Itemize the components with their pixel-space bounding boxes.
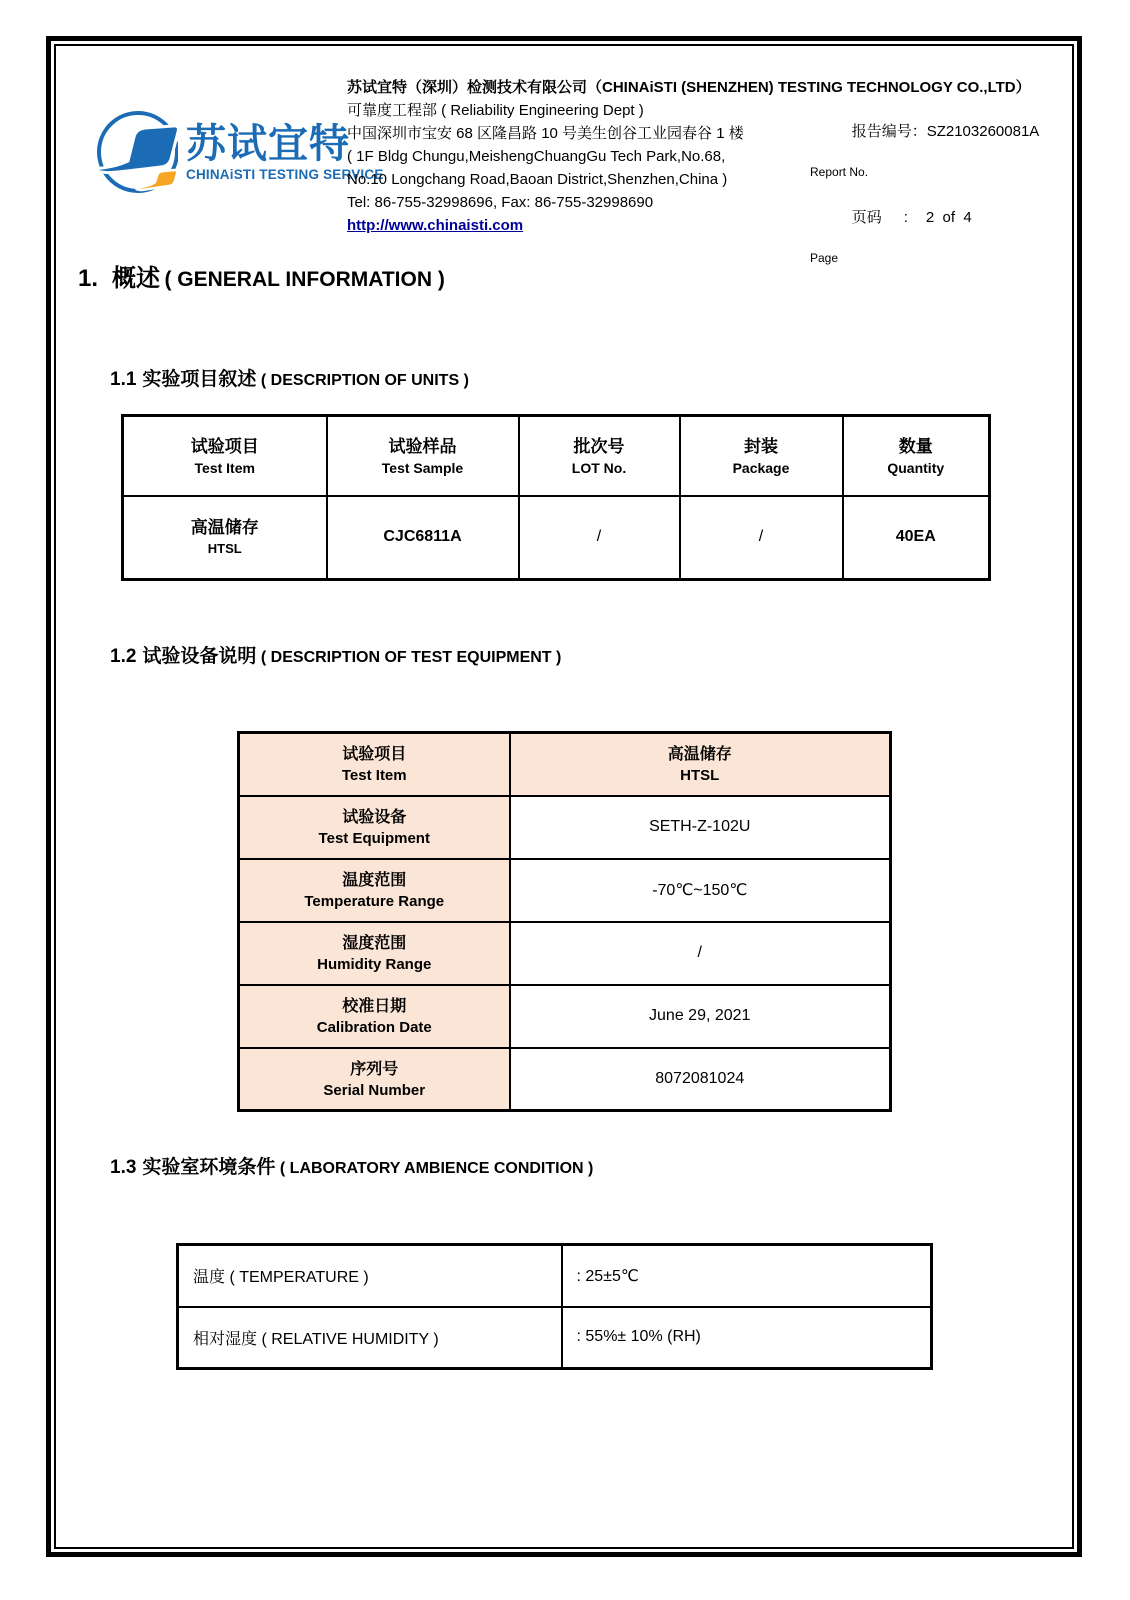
address-en-line2: No.10 Longchang Road,Baoan District,Shenzhen,China ) [347,171,728,188]
equipment-header-row [239,733,891,796]
section-1-1-title: 1.1 实验项目叙述 ( DESCRIPTION OF UNITS ) [110,369,469,390]
address-en-line1: ( 1F Bldg Chungu,MeishengChuangGu Tech Park,No.68, [347,148,726,165]
tel-fax: Tel: 86-755-32998696, Fax: 86-755-32998690 [347,194,654,211]
units-header-test-sample: 试验样品 Test Sample [327,416,519,496]
section-1-title: 1. 概述 ( GENERAL INFORMATION ) [78,265,445,292]
equipment-value-temperature-range: -70℃~150℃ [510,859,891,922]
logo-text-cn: 苏试宜特 [186,121,350,166]
company-logo [92,106,384,198]
ambience-value-temperature: : 25±5℃ [562,1245,932,1307]
department-line: 可靠度工程部 ( Reliability Engineering Dept ) [347,102,644,119]
ambience-label-temperature: 温度 ( TEMPERATURE ) [178,1245,562,1307]
section-1-2-title: 1.2 试验设备说明 ( DESCRIPTION OF TEST EQUIPMENT ) [110,646,562,667]
equipment-table [237,731,892,1112]
units-header-test-item: 试验项目 Test Item [123,416,327,496]
report-number: 报告编号：SZ2103260081A [851,123,1040,140]
section-1-3-title: 1.3 实验室环境条件 ( LABORATORY AMBIENCE CONDITION ) [110,1157,594,1178]
units-table-data-row [123,496,990,580]
equipment-label-serial-number: 序列号 Serial Number [239,1048,510,1111]
units-header-package: 封装 Package [680,416,843,496]
report-header [347,76,1040,265]
equipment-row-serial [239,1048,891,1111]
equipment-label-humidity-range: 湿度范围 Humidity Range [239,922,510,985]
units-cell-package: / [680,496,843,580]
units-cell-test-item: 高温储存 HTSL [123,496,327,580]
equipment-value-calibration-date: June 29, 2021 [510,985,891,1048]
equipment-row-humidity [239,922,891,985]
logo-mark-icon [92,106,178,198]
equipment-row-temperature [239,859,891,922]
equipment-label-test-equipment: 试验设备 Test Equipment [239,796,510,859]
equipment-label-temperature-range: 温度范围 Temperature Range [239,859,510,922]
equipment-value-test-equipment: SETH-Z-102U [510,796,891,859]
equipment-label-calibration-date: 校准日期 Calibration Date [239,985,510,1048]
equipment-header-test-item: 试验项目 Test Item [239,733,510,796]
equipment-value-humidity-range: / [510,922,891,985]
units-cell-test-sample: CJC6811A [327,496,519,580]
units-header-lot-no: 批次号 LOT No. [519,416,680,496]
units-table-header-row [123,416,990,496]
units-cell-lot-no: / [519,496,680,580]
equipment-row-equipment [239,796,891,859]
units-cell-quantity: 40EA [843,496,990,580]
ambience-value-humidity: : 55%± 10% (RH) [562,1307,932,1369]
ambience-row-humidity [178,1307,932,1369]
equipment-row-calibration [239,985,891,1048]
units-header-quantity: 数量 Quantity [843,416,990,496]
page-number: 页码 : 2 of 4 [851,209,972,226]
company-name: 苏试宜特（深圳）检测技术有限公司（CHINAiSTI (SHENZHEN) TESTING TECHNOLOGY CO.,LTD） [347,79,1031,96]
website-link[interactable]: http://www.chinaisti.com [347,217,524,234]
units-table [121,414,991,581]
logo-text-en: CHINAiSTI TESTING SERVICE [186,166,384,182]
ambience-table [176,1243,933,1370]
ambience-row-temperature [178,1245,932,1307]
equipment-header-htsl: 高温储存 HTSL [510,733,891,796]
ambience-label-humidity: 相对湿度 ( RELATIVE HUMIDITY ) [178,1307,562,1369]
page-number-en: Page [810,251,839,265]
report-number-en: Report No. [810,165,869,179]
equipment-value-serial-number: 8072081024 [510,1048,891,1111]
address-cn: 中国深圳市宝安 68 区隆昌路 10 号美生创谷工业园春谷 1 楼 [347,125,744,142]
